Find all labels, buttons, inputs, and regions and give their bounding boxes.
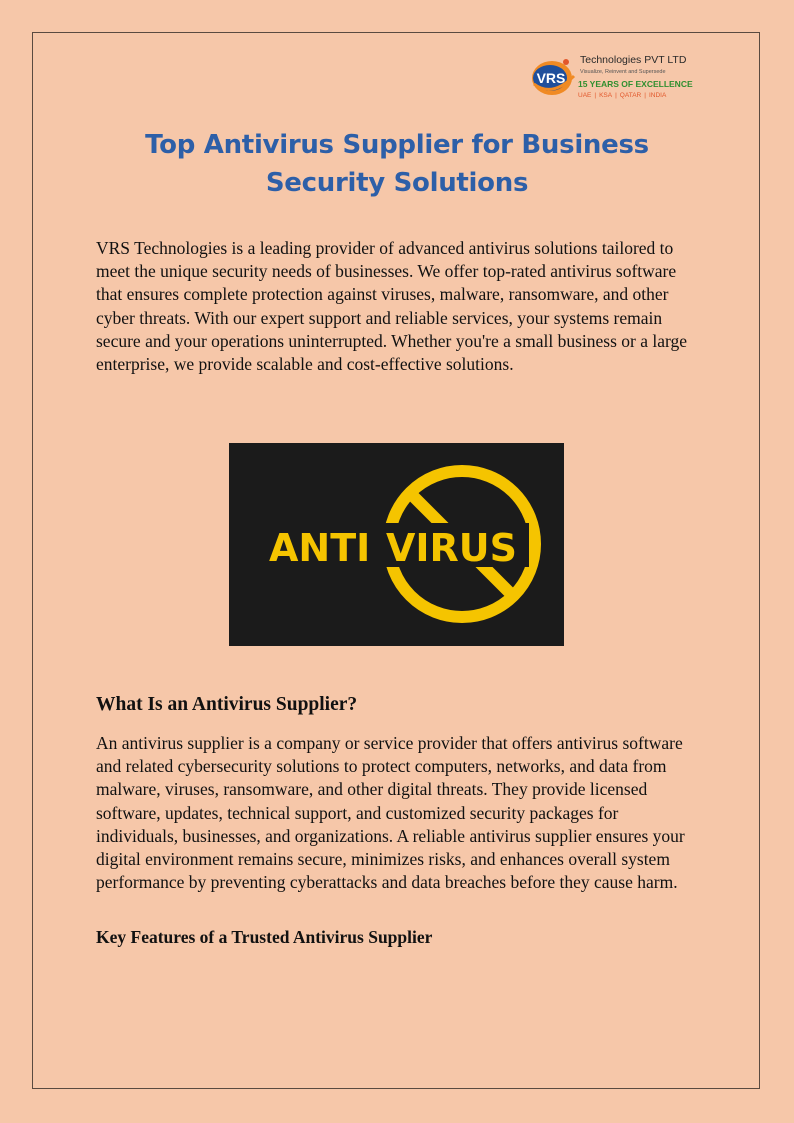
title-line-1: Top Antivirus Supplier for Business — [145, 130, 649, 160]
logo-tagline: Visualize, Reinvent and Supersede — [580, 69, 666, 75]
company-logo — [528, 52, 708, 102]
intro-paragraph: VRS Technologies is a leading provider of advanced antivirus solutions tailored to meet the unique security needs of businesses. We offer top-rated antivirus software that ensures complete protection against viruses, malware, ransomware, and other cyber threats. With our expert support and reliable services, your systems remain secure and your operations uninterrupted. Whether you're a small business or a large enterprise, we provide scalable and cost-effective solutions. — [96, 238, 688, 375]
vrs-logo-mark — [528, 54, 578, 100]
antivirus-graphic — [229, 443, 564, 646]
logo-company-name: Technologies PVT LTD — [580, 54, 687, 66]
country-india: INDIA — [648, 92, 667, 99]
logo-mark-text: VRS — [536, 70, 566, 86]
section-heading-key-features: Key Features of a Trusted Antivirus Supplier — [96, 927, 433, 947]
logo-excellence: 15 YEARS OF EXCELLENCE — [578, 79, 693, 89]
section-body-what-is: An antivirus supplier is a company or service provider that offers antivirus software and related cybersecurity solutions to protect computers, networks, and data from malware, viruses, ransomware, and other digital threats. They provide licensed software, updates, technical support, and customized security packages for individuals, businesses, and organizations. A reliable antivirus supplier ensures your digital environment remains secure, minimizes risks, and enhances overall system performance by preventing cyberattacks and data breaches before they cause harm. — [96, 733, 685, 893]
antivirus-text-anti: ANTI — [269, 526, 371, 570]
country-qatar: QATAR — [619, 92, 642, 99]
page-title — [100, 126, 694, 202]
antivirus-image — [229, 443, 564, 646]
country-uae: UAE — [578, 92, 592, 99]
antivirus-text-virus: VIRUS — [386, 526, 518, 570]
section-heading-what-is: What Is an Antivirus Supplier? — [96, 694, 358, 715]
country-ksa: KSA — [599, 92, 613, 99]
logo-countries: UAE | KSA | QATAR | INDIA — [578, 92, 667, 99]
title-line-2: Security Solutions — [265, 168, 529, 198]
